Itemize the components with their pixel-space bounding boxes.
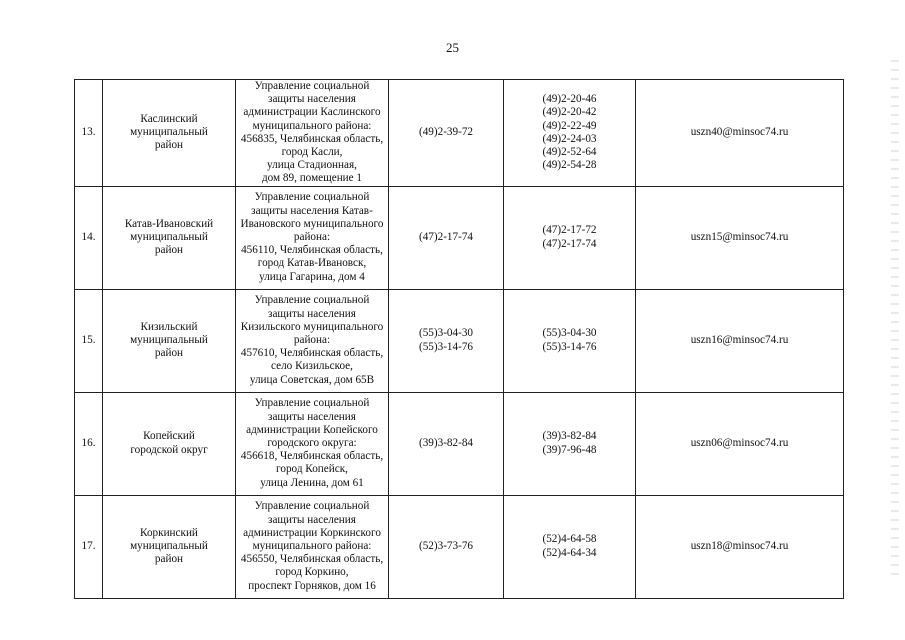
contact-phone bbox=[389, 186, 504, 289]
text-line: дом 89, помещение 1 bbox=[261, 172, 363, 185]
office-address bbox=[236, 80, 389, 187]
phone-number: (49)2-52-64 bbox=[542, 146, 597, 159]
row-number: 17. bbox=[75, 495, 103, 598]
text-line: район bbox=[154, 244, 184, 257]
email-address: uszn06@minsoc74.ru bbox=[636, 392, 844, 495]
phone-number: (49)2-20-46 bbox=[542, 93, 597, 106]
office-address bbox=[236, 392, 389, 495]
text-line: район bbox=[154, 553, 184, 566]
phone-number: (55)3-14-76 bbox=[418, 340, 474, 353]
text-line: Управление социальной bbox=[254, 80, 370, 92]
phone-number: (49)2-24-03 bbox=[542, 132, 597, 145]
text-line: Катав-Ивановский bbox=[124, 217, 214, 230]
phone-number: (47)2-17-72 bbox=[542, 224, 597, 237]
text-line: защиты населения bbox=[268, 307, 356, 320]
district-name bbox=[103, 495, 236, 598]
text-line: муниципальный bbox=[130, 540, 208, 553]
text-line: муниципальный bbox=[130, 231, 208, 244]
text-line: Кизильский bbox=[140, 320, 198, 333]
phone-number: (49)2-20-42 bbox=[542, 106, 597, 119]
email-address: uszn40@minsoc74.ru bbox=[636, 80, 844, 187]
text-line: Коркинский bbox=[140, 526, 198, 539]
text-line: Каслинский bbox=[140, 113, 198, 125]
page-number: 25 bbox=[446, 40, 459, 55]
text-line: Управление социальной bbox=[254, 397, 370, 410]
additional-phones bbox=[504, 289, 636, 392]
email-address: uszn16@minsoc74.ru bbox=[636, 289, 844, 392]
phone-number: (39)7-96-48 bbox=[542, 443, 597, 456]
office-address bbox=[236, 186, 389, 289]
text-line: район bbox=[154, 347, 184, 360]
contact-phone bbox=[389, 80, 504, 187]
table-row bbox=[75, 495, 844, 598]
text-line: администрации Коркинского bbox=[243, 526, 381, 539]
table-row bbox=[75, 186, 844, 289]
phone-number: (55)3-04-30 bbox=[542, 327, 597, 340]
additional-phones bbox=[504, 392, 636, 495]
text-line: город Касли, bbox=[281, 146, 343, 159]
text-line: Ивановского муниципального bbox=[240, 217, 384, 230]
office-address bbox=[236, 495, 389, 598]
text-line: Управление социальной bbox=[254, 191, 370, 204]
text-line: 456550, Челябинская область, bbox=[240, 553, 384, 566]
phone-number: (52)3-73-76 bbox=[418, 540, 474, 553]
row-number: 14. bbox=[75, 186, 103, 289]
district-name bbox=[103, 80, 236, 187]
phone-number: (55)3-14-76 bbox=[542, 340, 597, 353]
text-line: Копейский bbox=[143, 430, 195, 443]
table-body bbox=[75, 80, 844, 599]
phone-number: (49)2-54-28 bbox=[542, 159, 597, 172]
row-number: 13. bbox=[75, 80, 103, 187]
text-line: проспект Горняков, дом 16 bbox=[248, 579, 376, 592]
contact-phone bbox=[389, 289, 504, 392]
email-address: uszn18@minsoc74.ru bbox=[636, 495, 844, 598]
phone-number: (47)2-17-74 bbox=[418, 231, 474, 244]
text-line: района: bbox=[293, 231, 331, 244]
additional-phones bbox=[504, 186, 636, 289]
phone-number: (55)3-04-30 bbox=[418, 327, 474, 340]
row-number: 16. bbox=[75, 392, 103, 495]
text-line: 456110, Челябинская область, bbox=[241, 244, 383, 257]
scan-edge-marks bbox=[891, 60, 899, 580]
text-line: защиты населения Катав- bbox=[251, 204, 373, 217]
phone-number: (49)2-22-49 bbox=[542, 119, 597, 132]
text-line: муниципального района: bbox=[252, 119, 372, 132]
social-protection-offices-table bbox=[74, 79, 844, 599]
text-line: город Катав-Ивановск, bbox=[257, 257, 367, 270]
table-row bbox=[75, 392, 844, 495]
text-line: улица Гагарина, дом 4 bbox=[259, 270, 365, 283]
text-line: муниципальный bbox=[130, 126, 208, 139]
office-address bbox=[236, 289, 389, 392]
text-line: муниципальный bbox=[130, 334, 208, 347]
additional-phones bbox=[504, 495, 636, 598]
email-address: uszn15@minsoc74.ru bbox=[636, 186, 844, 289]
text-line: городского округа: bbox=[267, 437, 357, 450]
text-line: администрации Копейского bbox=[246, 423, 378, 436]
district-name bbox=[103, 186, 236, 289]
text-line: город Коркино, bbox=[275, 566, 349, 579]
additional-phones bbox=[504, 80, 636, 187]
text-line: 457610, Челябинская область, bbox=[240, 347, 384, 360]
contact-phone bbox=[389, 495, 504, 598]
phone-number: (39)3-82-84 bbox=[542, 430, 597, 443]
table-row bbox=[75, 80, 844, 187]
district-name bbox=[103, 289, 236, 392]
text-line: района: bbox=[293, 334, 331, 347]
row-number: 15. bbox=[75, 289, 103, 392]
text-line: Кизильского муниципального bbox=[240, 320, 384, 333]
phone-number: (52)4-64-58 bbox=[542, 533, 597, 546]
text-line: защиты населения bbox=[268, 513, 356, 526]
text-line: улица Ленина, дом 61 bbox=[260, 476, 364, 489]
text-line: администрации Каслинского bbox=[243, 106, 381, 119]
phone-number: (49)2-39-72 bbox=[418, 126, 474, 139]
text-line: городской округ bbox=[130, 443, 208, 456]
district-name bbox=[103, 392, 236, 495]
text-line: улица Стадионная, bbox=[267, 159, 357, 172]
text-line: Управление социальной bbox=[254, 294, 370, 307]
text-line: 456835, Челябинская область, bbox=[240, 132, 384, 145]
phone-number: (52)4-64-34 bbox=[542, 546, 597, 559]
text-line: улица Советская, дом 65В bbox=[249, 373, 375, 386]
contact-phone bbox=[389, 392, 504, 495]
text-line: Управление социальной bbox=[254, 500, 370, 513]
text-line: 456618, Челябинская область, bbox=[240, 450, 384, 463]
text-line: защиты населения bbox=[268, 410, 356, 423]
text-line: район bbox=[154, 139, 184, 152]
phone-number: (39)3-82-84 bbox=[418, 437, 474, 450]
text-line: город Копейск, bbox=[276, 463, 348, 476]
text-line: село Кизильское, bbox=[271, 360, 353, 373]
phone-number: (47)2-17-74 bbox=[542, 237, 597, 250]
text-line: защиты населения bbox=[268, 93, 356, 106]
text-line: муниципального района: bbox=[252, 540, 372, 553]
table-row bbox=[75, 289, 844, 392]
